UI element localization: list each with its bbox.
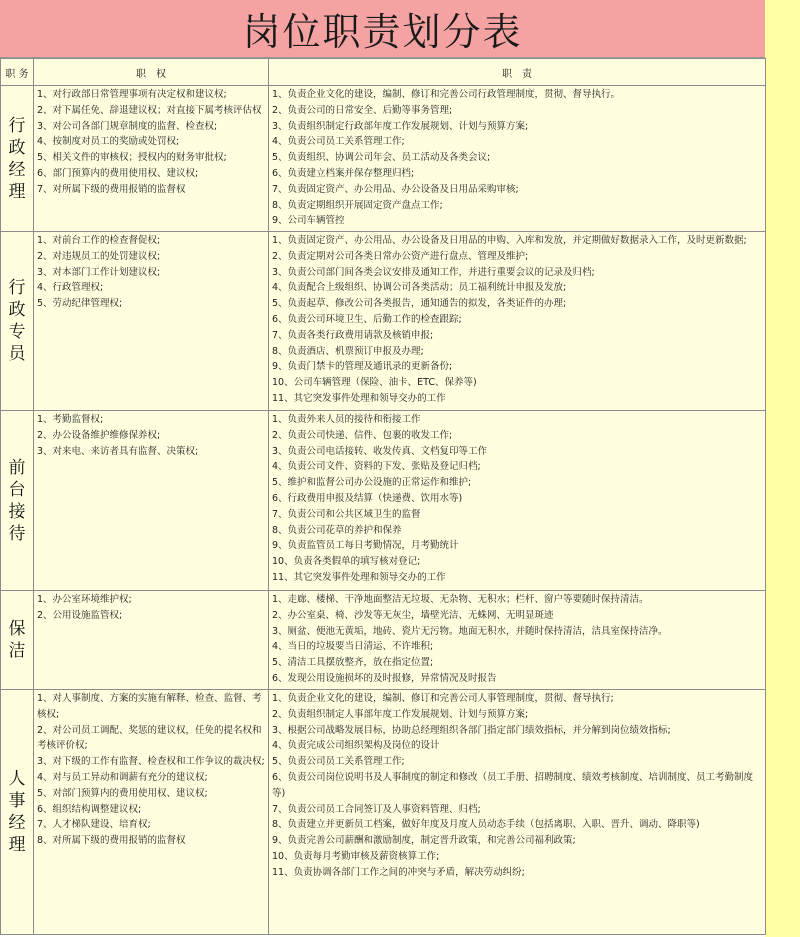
- authority-item: 6、组织结构调整建议权;: [37, 803, 142, 815]
- duty-item: 1、负责固定资产、办公用品、办公设备及日用品的申购、入库和发放，并定期做好数据录入工作，及时更新数据;: [272, 235, 747, 246]
- duty-item: 7、负责公司员工合同签订及人事资料管理、归档;: [272, 803, 481, 815]
- duty-cell: [269, 232, 766, 411]
- role-cell: [1, 86, 34, 232]
- authority-item: 7、对所属下级的费用报销的监督权: [37, 183, 186, 195]
- title-banner: [0, 0, 765, 58]
- authority-item: 3、对本部门工作计划建议权;: [37, 266, 161, 278]
- duty-item: 2、负责公司的日常安全、后勤等事务管理;: [272, 104, 453, 116]
- section-row-admin-manager: [1, 86, 766, 232]
- duty-item: 10、负责各类假单的填写核对登记;: [272, 556, 421, 568]
- header-duty: 职 责: [269, 59, 766, 86]
- authority-item: 6、部门预算内的费用使用权、建议权;: [37, 167, 199, 179]
- duty-item: 9、负责门禁卡的管理及通讯录的更新备份;: [272, 361, 453, 373]
- duty-item: 2、办公室桌、椅、沙发等无灰尘，墙壁光洁、无蛛网、无明显斑迹: [272, 609, 554, 621]
- authority-item: 5、劳动纪律管理权;: [37, 298, 123, 310]
- duty-item: 6、负责公司岗位说明书及人事制度的制定和修改（员工手册、招聘制度、绩效考核制度、培训制度、员工考勤制度等): [272, 771, 754, 799]
- authority-item: 3、对下级的工作有监督、检查权和工作争议的裁决权;: [37, 756, 265, 768]
- duty-item: 3、负责组织制定行政部年度工作发展规划、计划与预算方案;: [272, 120, 529, 132]
- authority-item: 2、对下属任免、辞退建议权；对直接下属考核评估权: [37, 104, 262, 116]
- duty-cell: [269, 591, 766, 690]
- authority-item: 5、相关文件的审核权；授权内的财务审批权;: [37, 152, 227, 164]
- authority-item: 1、对前台工作的检查督促权;: [37, 235, 161, 246]
- duty-item: 3、负责公司电话接转、收发传真、文档复印等工作: [272, 445, 488, 457]
- duty-item: 11、其它突发事件处理和领导交办的工作: [272, 392, 446, 404]
- responsibility-table: [0, 58, 766, 935]
- authority-item: 4、行政管理权;: [37, 282, 104, 294]
- section-row-reception: [1, 411, 766, 591]
- duty-item: 4、负责完成公司组织架构及岗位的设计: [272, 740, 440, 752]
- duty-item: 4、负责配合上级组织、协调公司各类活动；员工福利统计申报及发放;: [272, 282, 567, 294]
- authority-item: 4、按制度对员工的奖励或处罚权;: [37, 136, 180, 148]
- authority-item: 2、对违规员工的处罚建议权;: [37, 250, 161, 262]
- authority-item: 1、对行政部日常管理事项有决定权和建议权;: [37, 89, 227, 100]
- duty-item: 9、公司车辆管控: [272, 215, 345, 227]
- role-label: 行政专员: [8, 278, 26, 364]
- role-label: 前台接待: [8, 457, 26, 544]
- duty-item: 11、负责协调各部门工作之间的冲突与矛盾，解决劳动纠纷;: [272, 866, 525, 878]
- duty-item: 2、负责公司快递、信件、包裹的收发工作;: [272, 429, 453, 441]
- role-cell: [1, 591, 34, 690]
- duty-item: 2、负责组织制定人事部年度工作发展规划、计划与预算方案;: [272, 708, 529, 720]
- duty-item: 1、走廊、楼梯、干净地面整洁无垃圾、无杂物、无积水；栏杆、窗户等要随时保持清洁。: [272, 594, 649, 605]
- duty-item: 7、负责公司和公共区域卫生的监督: [272, 508, 421, 520]
- duty-item: 3、根据公司战略发展目标，协助总经理组织各部门指定部门绩效指标，并分解到岗位绩效指标;: [272, 724, 671, 736]
- duty-item: 8、负责公司花草的养护和保养: [272, 524, 402, 536]
- authority-cell: [34, 591, 269, 690]
- duty-cell: [269, 411, 766, 591]
- section-row-cleaning: [1, 591, 766, 690]
- duty-item: 1、负责外来人员的接待和衔接工作: [272, 414, 421, 425]
- authority-cell: [34, 690, 269, 935]
- duty-cell: [269, 86, 766, 232]
- header-row: [1, 59, 766, 86]
- authority-item: 1、考勤监督权;: [37, 414, 104, 425]
- section-row-hr-manager: [1, 690, 766, 935]
- duty-item: 3、厕盆、便池无黄垢，地砖、瓷片无污物。地面无积水，并随时保持清洁，洁具室保持洁净。: [272, 625, 668, 637]
- duty-item: 8、负责定期组织开展固定资产盘点工作;: [272, 199, 443, 211]
- duty-item: 10、公司车辆管理（保险、油卡、ETC、保养等): [272, 377, 477, 389]
- duty-item: 5、维护和监督公司办公设施的正常运作和维护;: [272, 477, 472, 489]
- duty-item: 9、负责监管员工每日考勤情况，月考勤统计: [272, 540, 459, 552]
- duty-item: 5、负责公司员工关系管理工作;: [272, 756, 405, 768]
- duty-item: 8、负责建立并更新员工档案，做好年度及月度人员动态手续（包括离职、入职、晋升、调动、降职等): [272, 819, 700, 831]
- side-fill: [765, 0, 800, 937]
- duty-item: 6、负责建立档案并保存整理归档;: [272, 167, 415, 179]
- authority-item: 2、公用设施监管权;: [37, 609, 123, 621]
- authority-item: 7、人才梯队建设、培育权;: [37, 819, 151, 831]
- header-role: 职 务: [1, 59, 34, 86]
- duty-item: 6、行政费用申报及结算（快递费、饮用水等): [272, 492, 463, 504]
- authority-item: 1、办公室环境维护权;: [37, 594, 132, 605]
- role-label: 行政经理: [8, 115, 26, 202]
- role-cell: [1, 232, 34, 411]
- duty-item: 1、负责企业文化的建设，编制、修订和完善公司行政管理制度，贯彻、督导执行。: [272, 89, 621, 100]
- authority-item: 5、对部门预算内的费用使用权、建议权;: [37, 787, 208, 799]
- duty-item: 5、负责起草、修改公司各类报告，通知通告的拟发，各类证件的办理;: [272, 298, 567, 310]
- duty-item: 4、负责公司员工关系管理工作;: [272, 136, 405, 148]
- authority-cell: [34, 232, 269, 411]
- duty-item: 4、当日的垃圾要当日清运、不许堆积;: [272, 641, 434, 653]
- authority-cell: [34, 86, 269, 232]
- authority-item: 1、对人事制度、方案的实施有解释、检查、监督、考核权;: [37, 693, 262, 720]
- duty-item: 9、负责完善公司薪酬和激励制度，制定晋升政策，和完善公司福利政策;: [272, 835, 576, 847]
- role-label: 保洁: [8, 619, 26, 661]
- page-title: 岗位职责划分表: [242, 10, 523, 54]
- authority-item: 2、对公司员工调配、奖惩的建议权，任免的提名权和考核评价权;: [37, 724, 262, 752]
- role-cell: [1, 411, 34, 591]
- authority-item: 8、对所属下级的费用报销的监督权: [37, 835, 186, 847]
- duty-item: 11、其它突发事件处理和领导交办的工作: [272, 571, 446, 583]
- authority-item: 3、对来电、来访者具有监督、决策权;: [37, 445, 199, 457]
- duty-item: 1、负责企业文化的建设，编制、修订和完善公司人事管理制度，贯彻、督导执行;: [272, 693, 614, 704]
- duty-item: 6、发现公用设施损坏的及时报修，异常情况及时报告: [272, 672, 497, 684]
- duty-item: 5、清洁工具摆放整齐，放在指定位置;: [272, 657, 434, 669]
- duty-item: 2、负责定期对公司各类日常办公资产进行盘点、管理及维护;: [272, 250, 529, 262]
- duty-item: 7、负责各类行政费用请款及核销申报;: [272, 329, 434, 341]
- duty-item: 8、负责酒店、机票预订申报及办理;: [272, 345, 424, 357]
- duty-item: 3、负责公司部门间各类会议安排及通知工作，并进行重要会议的记录及归档;: [272, 266, 595, 278]
- duty-item: 10、负责每月考勤审核及薪资核算工作;: [272, 850, 440, 862]
- duty-item: 6、负责公司环境卫生、后勤工作的检查跟踪;: [272, 313, 462, 325]
- duty-item: 4、负责公司文件、资料的下发、张贴及登记归档;: [272, 461, 481, 473]
- role-cell: [1, 690, 34, 935]
- authority-cell: [34, 411, 269, 591]
- authority-item: 3、对公司各部门规章制度的监督、检查权;: [37, 120, 218, 132]
- section-row-admin-specialist: [1, 232, 766, 411]
- header-authority: 职 权: [34, 59, 269, 86]
- duty-cell: [269, 690, 766, 935]
- role-label: 人事经理: [8, 769, 26, 855]
- duty-item: 5、负责组织、协调公司年会、员工活动及各类会议;: [272, 152, 491, 164]
- duty-item: 7、负责固定资产、办公用品、办公设备及日用品采购审核;: [272, 183, 519, 195]
- authority-item: 2、办公设备维护维修保养权;: [37, 429, 161, 441]
- authority-item: 4、对与员工异动和调薪有充分的建议权;: [37, 771, 208, 783]
